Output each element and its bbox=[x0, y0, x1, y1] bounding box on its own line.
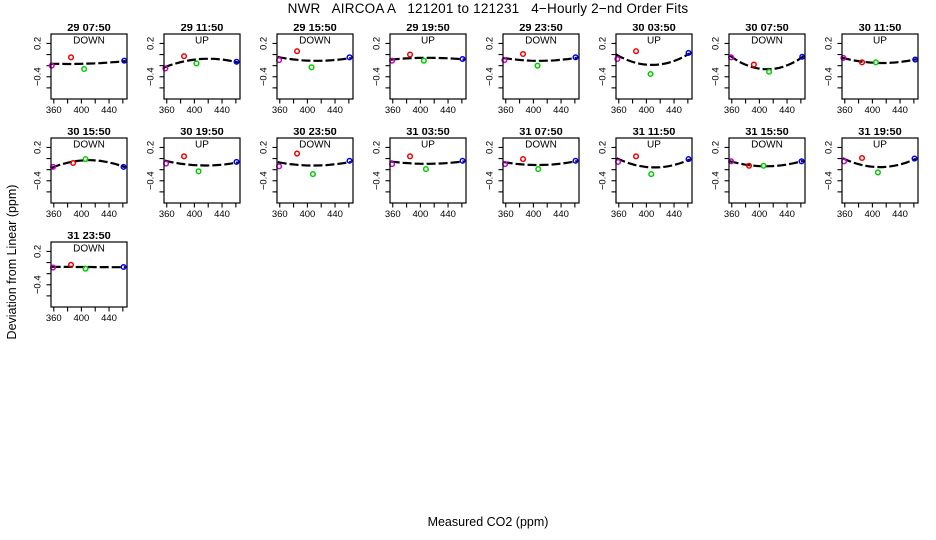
data-point-green bbox=[196, 169, 201, 174]
panel-title: 30 07:50 bbox=[745, 24, 789, 34]
panel-31-11-50 bbox=[598, 128, 698, 224]
y-axis-ticks bbox=[838, 147, 843, 191]
data-point-red bbox=[408, 52, 413, 57]
data-point-green bbox=[535, 63, 540, 68]
panel-direction-label: DOWN bbox=[73, 139, 105, 151]
y-tick-label: 0.2 bbox=[598, 36, 609, 51]
x-axis-ticks bbox=[167, 203, 236, 208]
fit-curve bbox=[504, 161, 577, 165]
data-point-green bbox=[309, 65, 314, 70]
x-tick-label: 400 bbox=[751, 105, 768, 116]
panel-title: 29 11:50 bbox=[180, 24, 224, 34]
y-tick-label: 0.2 bbox=[711, 140, 722, 155]
x-axis-ticks bbox=[54, 99, 123, 104]
x-tick-label: 360 bbox=[271, 209, 288, 220]
y-axis-ticks bbox=[47, 251, 52, 295]
y-tick-label: −0.4 bbox=[598, 67, 609, 87]
y-tick-label: −0.4 bbox=[146, 67, 157, 87]
x-axis-label: Measured CO2 (ppm) bbox=[427, 515, 549, 529]
y-axis-ticks bbox=[725, 147, 730, 191]
panel-direction-label: UP bbox=[873, 35, 887, 47]
panel-direction-label: UP bbox=[873, 139, 887, 151]
x-tick-label: 360 bbox=[45, 313, 62, 324]
y-tick-label: 0.2 bbox=[146, 36, 157, 51]
x-axis-ticks bbox=[54, 307, 123, 312]
x-tick-label: 360 bbox=[723, 105, 740, 116]
y-tick-label: 0.2 bbox=[824, 140, 835, 155]
x-tick-label: 440 bbox=[779, 209, 795, 220]
data-point-magenta bbox=[49, 63, 54, 68]
x-tick-label: 400 bbox=[73, 209, 90, 220]
x-tick-label: 440 bbox=[779, 105, 795, 116]
panel-title: 30 15:50 bbox=[67, 128, 111, 138]
panel-title: 29 19:50 bbox=[406, 24, 450, 34]
x-axis-ticks bbox=[280, 203, 349, 208]
data-point-green bbox=[767, 69, 772, 74]
x-tick-label: 440 bbox=[440, 209, 456, 220]
panel-direction-label: UP bbox=[195, 139, 209, 151]
fit-curve bbox=[617, 158, 690, 167]
panel-direction-label: DOWN bbox=[525, 35, 557, 47]
data-point-red bbox=[182, 154, 187, 159]
y-tick-label: −0.4 bbox=[33, 171, 44, 191]
x-tick-label: 440 bbox=[214, 105, 230, 116]
x-tick-label: 400 bbox=[412, 105, 429, 116]
panel-31-07-50 bbox=[485, 128, 585, 224]
y-tick-label: −0.4 bbox=[33, 275, 44, 295]
fit-curve bbox=[842, 58, 917, 63]
data-point-blue bbox=[347, 158, 352, 163]
panel-direction-label: DOWN bbox=[299, 35, 331, 47]
panel-30-19-50 bbox=[146, 128, 246, 224]
x-tick-label: 400 bbox=[864, 209, 881, 220]
y-axis-ticks bbox=[273, 43, 278, 87]
panel-29-11-50 bbox=[146, 24, 246, 120]
x-tick-label: 400 bbox=[299, 105, 316, 116]
data-point-blue bbox=[121, 265, 126, 270]
panel-29-19-50 bbox=[372, 24, 472, 120]
panel-title: 31 11:50 bbox=[632, 128, 676, 138]
panel-direction-label: UP bbox=[421, 139, 435, 151]
y-axis-ticks bbox=[47, 147, 52, 191]
y-axis-label: Deviation from Linear (ppm) bbox=[5, 184, 19, 340]
data-point-red bbox=[182, 54, 187, 59]
data-point-green bbox=[648, 72, 653, 77]
fit-curve bbox=[50, 61, 125, 64]
panel-29-23-50 bbox=[485, 24, 585, 120]
x-tick-label: 440 bbox=[101, 209, 117, 220]
x-tick-label: 360 bbox=[271, 105, 288, 116]
x-axis-ticks bbox=[732, 99, 801, 104]
data-point-green bbox=[422, 58, 427, 63]
fit-curve bbox=[278, 162, 351, 166]
x-tick-label: 440 bbox=[553, 209, 569, 220]
x-tick-label: 360 bbox=[384, 209, 401, 220]
x-tick-label: 440 bbox=[327, 105, 343, 116]
data-point-red bbox=[752, 62, 757, 67]
x-tick-label: 440 bbox=[327, 209, 343, 220]
data-point-red bbox=[71, 161, 76, 166]
plot-title: NWR AIRCOA A 121201 to 121231 4−Hourly 2−nd Order Fits bbox=[287, 1, 689, 16]
x-axis-ticks bbox=[393, 203, 462, 208]
panel-title: 30 11:50 bbox=[858, 24, 902, 34]
y-tick-label: 0.2 bbox=[824, 36, 835, 51]
x-tick-label: 440 bbox=[101, 313, 117, 324]
y-tick-label: −0.4 bbox=[824, 67, 835, 87]
fit-curve bbox=[164, 59, 238, 68]
y-tick-label: −0.4 bbox=[33, 67, 44, 87]
x-tick-label: 400 bbox=[299, 209, 316, 220]
y-tick-label: −0.4 bbox=[824, 171, 835, 191]
x-tick-label: 400 bbox=[412, 209, 429, 220]
x-axis-ticks bbox=[167, 99, 236, 104]
x-tick-label: 440 bbox=[440, 105, 456, 116]
x-tick-label: 360 bbox=[610, 105, 627, 116]
data-point-green bbox=[874, 60, 879, 65]
x-tick-label: 400 bbox=[73, 313, 90, 324]
x-axis-ticks bbox=[845, 99, 914, 104]
x-axis-ticks bbox=[280, 99, 349, 104]
data-point-green bbox=[311, 172, 316, 177]
y-tick-label: 0.2 bbox=[485, 140, 496, 155]
panel-title: 31 19:50 bbox=[858, 128, 902, 138]
x-tick-label: 400 bbox=[186, 105, 203, 116]
x-axis-ticks bbox=[393, 99, 462, 104]
fit-curve bbox=[391, 58, 464, 60]
fit-curve bbox=[165, 161, 238, 166]
x-tick-label: 400 bbox=[525, 209, 542, 220]
panel-direction-label: DOWN bbox=[73, 35, 105, 47]
data-point-red bbox=[295, 151, 300, 156]
y-tick-label: −0.4 bbox=[485, 171, 496, 191]
panel-30-07-50 bbox=[711, 24, 811, 120]
y-tick-label: −0.4 bbox=[372, 171, 383, 191]
x-tick-label: 400 bbox=[638, 209, 655, 220]
x-tick-label: 360 bbox=[610, 209, 627, 220]
y-tick-label: 0.2 bbox=[33, 36, 44, 51]
panel-31-03-50 bbox=[372, 128, 472, 224]
panel-title: 30 19:50 bbox=[180, 128, 224, 138]
panel-29-15-50 bbox=[259, 24, 359, 120]
panel-direction-label: DOWN bbox=[525, 139, 557, 151]
data-point-green bbox=[876, 170, 881, 175]
x-tick-label: 440 bbox=[101, 105, 117, 116]
y-tick-label: −0.4 bbox=[372, 67, 383, 87]
y-tick-label: 0.2 bbox=[485, 36, 496, 51]
y-axis-ticks bbox=[838, 43, 843, 87]
panel-31-23-50 bbox=[33, 232, 133, 328]
y-axis-ticks bbox=[499, 147, 504, 191]
panel-title: 31 23:50 bbox=[67, 232, 111, 242]
y-tick-label: 0.2 bbox=[33, 244, 44, 259]
y-tick-label: −0.4 bbox=[485, 67, 496, 87]
x-tick-label: 360 bbox=[45, 105, 62, 116]
panel-30-23-50 bbox=[259, 128, 359, 224]
y-axis-ticks bbox=[725, 43, 730, 87]
panel-29-07-50 bbox=[33, 24, 133, 120]
y-axis-ticks bbox=[386, 147, 391, 191]
x-axis-ticks bbox=[506, 203, 575, 208]
panel-30-15-50 bbox=[33, 128, 133, 224]
x-tick-label: 360 bbox=[45, 209, 62, 220]
y-tick-label: 0.2 bbox=[372, 140, 383, 155]
panel-direction-label: DOWN bbox=[751, 35, 783, 47]
panel-direction-label: UP bbox=[195, 35, 209, 47]
y-tick-label: −0.4 bbox=[146, 171, 157, 191]
fit-curve bbox=[391, 161, 464, 163]
fit-curve bbox=[52, 160, 125, 168]
x-tick-label: 400 bbox=[73, 105, 90, 116]
data-point-red bbox=[408, 154, 413, 159]
panel-title: 29 07:50 bbox=[67, 24, 111, 34]
data-point-red bbox=[69, 55, 74, 60]
y-tick-label: −0.4 bbox=[259, 67, 270, 87]
data-point-red bbox=[634, 49, 639, 54]
y-tick-label: 0.2 bbox=[259, 140, 270, 155]
y-axis-ticks bbox=[386, 43, 391, 87]
panel-title: 30 03:50 bbox=[632, 24, 676, 34]
x-axis-ticks bbox=[506, 99, 575, 104]
panel-title: 31 07:50 bbox=[519, 128, 563, 138]
x-tick-label: 400 bbox=[525, 105, 542, 116]
panel-30-11-50 bbox=[824, 24, 924, 120]
panel-title: 31 03:50 bbox=[406, 128, 450, 138]
y-tick-label: −0.4 bbox=[598, 171, 609, 191]
data-point-green bbox=[424, 167, 429, 172]
data-point-green bbox=[536, 167, 541, 172]
data-point-red bbox=[521, 157, 526, 162]
x-axis-ticks bbox=[845, 203, 914, 208]
data-point-green bbox=[82, 67, 87, 72]
data-point-green bbox=[83, 266, 88, 271]
fit-curve bbox=[730, 56, 804, 70]
data-point-green bbox=[194, 61, 199, 66]
panel-title: 30 23:50 bbox=[293, 128, 337, 138]
panel-title: 29 23:50 bbox=[519, 24, 563, 34]
data-point-green bbox=[761, 163, 766, 168]
x-tick-label: 400 bbox=[864, 105, 881, 116]
panel-31-19-50 bbox=[824, 128, 924, 224]
y-axis-ticks bbox=[612, 43, 617, 87]
fit-curve bbox=[278, 57, 351, 61]
y-tick-label: 0.2 bbox=[598, 140, 609, 155]
data-point-red bbox=[69, 262, 74, 267]
data-point-green bbox=[649, 172, 654, 177]
data-point-red bbox=[295, 49, 300, 54]
y-axis-ticks bbox=[499, 43, 504, 87]
y-tick-label: 0.2 bbox=[259, 36, 270, 51]
x-axis-ticks bbox=[619, 203, 688, 208]
panel-title: 29 15:50 bbox=[293, 24, 337, 34]
panel-direction-label: DOWN bbox=[751, 139, 783, 151]
x-tick-label: 360 bbox=[723, 209, 740, 220]
x-tick-label: 400 bbox=[751, 209, 768, 220]
data-point-red bbox=[521, 52, 526, 57]
panel-title: 31 15:50 bbox=[745, 128, 789, 138]
fit-curve bbox=[616, 53, 690, 65]
x-tick-label: 360 bbox=[497, 209, 514, 220]
y-axis-ticks bbox=[273, 147, 278, 191]
y-tick-label: 0.2 bbox=[33, 140, 44, 155]
panel-direction-label: UP bbox=[647, 139, 661, 151]
x-tick-label: 440 bbox=[214, 209, 230, 220]
panel-direction-label: DOWN bbox=[299, 139, 331, 151]
x-tick-label: 360 bbox=[836, 209, 853, 220]
data-point-red bbox=[860, 156, 865, 161]
y-axis-ticks bbox=[612, 147, 617, 191]
x-tick-label: 360 bbox=[158, 209, 175, 220]
x-tick-label: 400 bbox=[638, 105, 655, 116]
x-tick-label: 440 bbox=[553, 105, 569, 116]
x-tick-label: 360 bbox=[836, 105, 853, 116]
y-tick-label: −0.4 bbox=[711, 67, 722, 87]
x-tick-label: 360 bbox=[158, 105, 175, 116]
x-tick-label: 440 bbox=[666, 105, 682, 116]
y-axis-ticks bbox=[160, 43, 165, 87]
panel-direction-label: UP bbox=[647, 35, 661, 47]
x-tick-label: 440 bbox=[892, 105, 908, 116]
x-axis-ticks bbox=[619, 99, 688, 104]
x-tick-label: 440 bbox=[892, 209, 908, 220]
x-tick-label: 440 bbox=[666, 209, 682, 220]
x-tick-label: 400 bbox=[186, 209, 203, 220]
panel-direction-label: DOWN bbox=[73, 243, 105, 255]
y-tick-label: 0.2 bbox=[711, 36, 722, 51]
data-point-blue bbox=[460, 57, 465, 62]
y-tick-label: −0.4 bbox=[711, 171, 722, 191]
panel-direction-label: UP bbox=[421, 35, 435, 47]
x-axis-ticks bbox=[54, 203, 123, 208]
y-tick-label: −0.4 bbox=[259, 171, 270, 191]
panel-30-03-50 bbox=[598, 24, 698, 120]
fit-curve bbox=[503, 58, 577, 61]
fit-curve bbox=[843, 158, 916, 167]
x-tick-label: 360 bbox=[497, 105, 514, 116]
panel-31-15-50 bbox=[711, 128, 811, 224]
y-tick-label: 0.2 bbox=[146, 140, 157, 155]
data-point-red bbox=[634, 154, 639, 159]
x-tick-label: 360 bbox=[384, 105, 401, 116]
y-axis-ticks bbox=[160, 147, 165, 191]
data-point-green bbox=[83, 157, 88, 162]
x-axis-ticks bbox=[732, 203, 801, 208]
y-tick-label: 0.2 bbox=[372, 36, 383, 51]
